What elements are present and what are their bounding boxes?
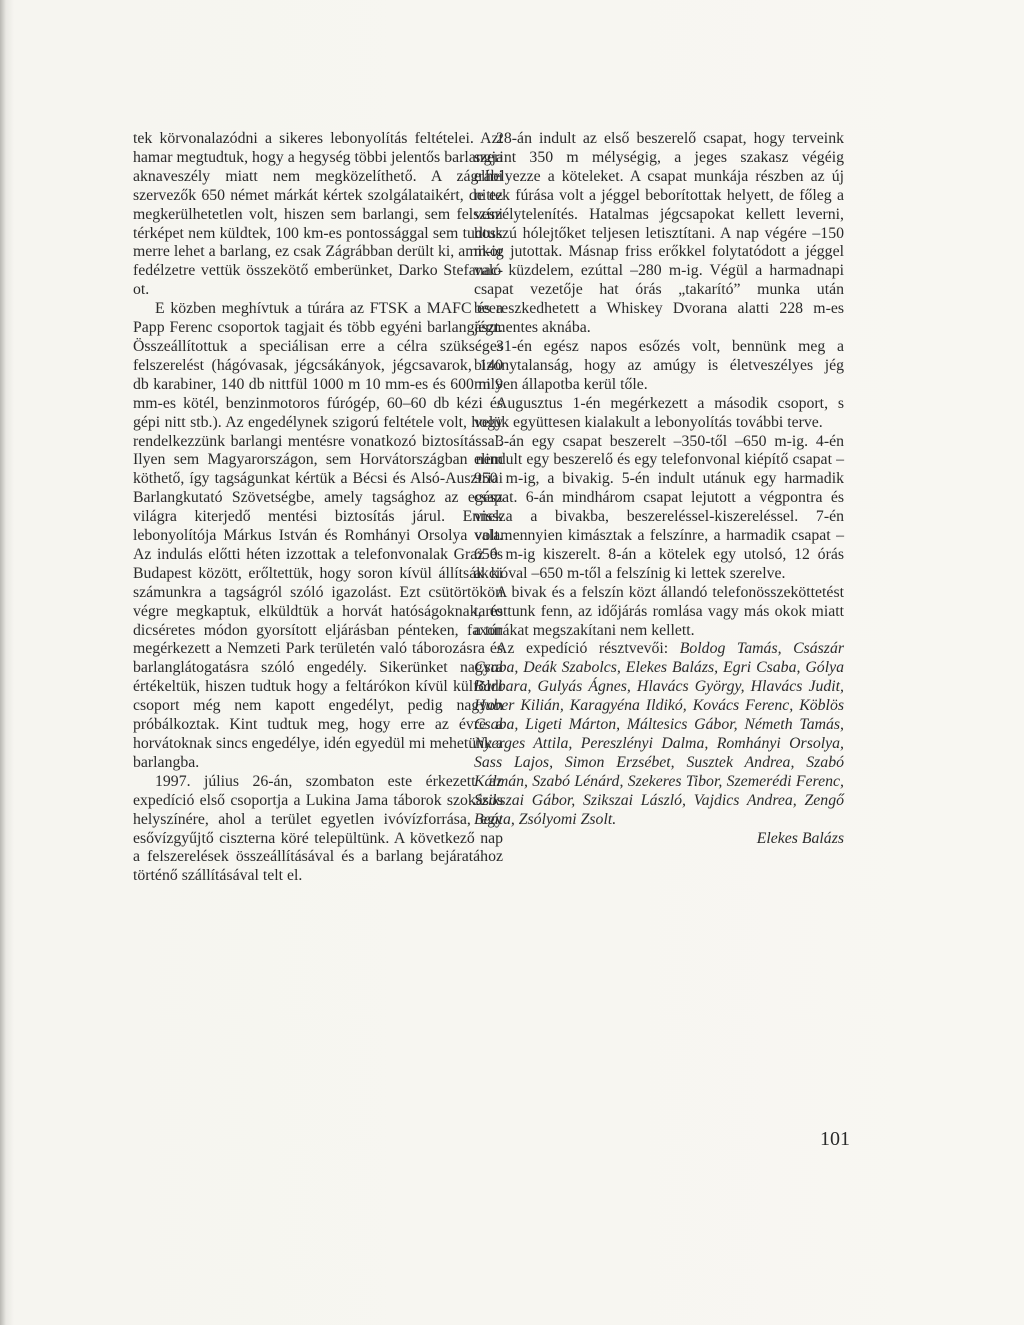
participants-paragraph: [474, 640, 844, 829]
author-signature: Elekes Balázs: [756, 829, 844, 847]
left-text-column: [133, 130, 503, 886]
paragraph: A bivak és a felszín közt állandó telefonösszeköttetést tartottunk fenn, az időjárás romlása vagy más okok miatt a túrákat megszakítani nem kellett.: [474, 583, 844, 639]
paragraph: 31-én egész napos esőzés volt, bennünk meg a bizonytalanság, hogy az amúgy is életveszélyes jég milyen állapotba kerül tőle.: [474, 337, 844, 393]
right-text-column: [474, 130, 844, 848]
paragraph: tek körvonalazódni a sikeres lebonyolítás feltételei. Azt hamar megtudtuk, hogy a hegység többi jelentős barlangja aknaveszély miatt nem megközelíthető. A zágrábi szervezők 650 német márkát kértek szolgálataikért, de ez megkerülhetetlen volt, hiszen sem barlangi, sem felszíni térképet nem küldtek, 100 km-es pontossággal sem tudtuk merre lehet a barlang, ez csak Zágrábban derült ki, amikor fedélzetre vettük összekötő emberünket, Darko Stefanac-ot.: [133, 130, 503, 299]
paragraph: 3-án egy csapat beszerelt –350-től –650 m-ig. 4-én elindult egy beszerelő és egy telefonvonal kiépítő csapat –950 m-ig, a bivakig. 5-én indult utánuk egy harmadik csapat. 6-án mindhárom csapat lejutott a végpontra és vissza a bivakba, beszereléssel-kiszereléssel. 7-én valamennyien kimásztak a felszínre, a harmadik csapat –650 m-ig kiszerelt. 8-án a kötelek egy utolsó, 12 órás akcióval –650 m-től a felszínig ki lettek szerelve.: [474, 432, 844, 582]
page-number: 101: [820, 1128, 850, 1150]
paragraph: E közben meghívtuk a túrára az FTSK a MAFC és a Papp Ferenc csoportok tagjait és több egyéni barlangászt. Összeállítottuk a speciálisan erre a célra szükséges felszerelést (hágóvasak, jégcsákányok, jégcsavarok, 140 db karabiner, 140 db nittfül 1000 m 10 mm-es és 600 m 9 mm-es kötél, benzinmotoros fúrógép, 60–60 db kézi és gépi nitt stb.). Az engedélynek szigorú feltétele volt, hogy rendelkezzünk barlangi mentésre vonatkozó biztosítással. Ilyen sem Magyarországon, sem Horvátországban nem köthető, így tagságunkat kértük a Bécsi és Alsó-Ausztriai Barlangkutató Szövetségbe, amely tagsághoz az egész világra kiterjedő mentési biztosítás járul. Ennek lebonyolítója Márkus István és Romhányi Orsolya volt. Az indulás előtti héten izzottak a telefonvonalak Graz és Budapest között, erőltettük, hogy soron kívül állítsák ki számunkra a tagságról szóló igazolást. Ezt csütörtökön végre megkaptuk, elküldtük a horvát hatóságoknak, és dicséretes módon gyorsított eljárásban pénteken, faxon megérkezett a Nemzeti Park területén való táborozásra és barlanglátogatásra szóló engedély. Sikerünket nagyra értékeltük, hiszen tudtuk hogy a feltárókon kívül külföldi csoport még nem kapott engedélyt, pedig nagyon próbálkoztak. Kint tudtuk meg, hogy erre az évre a horvátoknak sincs engedélye, idén egyedül mi mehetünk a barlangba.: [133, 300, 503, 771]
paragraph: 28-án indult az első beszerelő csapat, hogy terveink szerint 350 m mélységig, a jeges szakasz végéig elhelyezze a köteleket. A csapat munkája részben az új nittek fúrása volt a jéggel beborítottak helyett, de főleg a veszélytelenítés. Hatalmas jégcsapokat kellett leverni, hosszú hólejtőket teljesen letisztítani. A nap végére –150 m-ig jutottak. Másnap friss erőkkel folytatódott a jéggel való küzdelem, ezúttal –280 m-ig. Végül a harmadnapi csapat vezetője hat órás „takarító” munka után beereszkedhetett a Whiskey Dvorana alatti 228 m-es jégmentes aknába.: [474, 130, 844, 337]
participants-names: Boldog Tamás, Császár Csaba, Deák Szabolcs, Elekes Balázs, Egri Csaba, Gólya Barbara, Gulyás Ágnes, Hlavács György, Hlavács Judit, Huber Kilián, Karagyéna Ildikó, Kovács Ferenc, Köblös Csaba, Ligeti Márton, Máltesics Gábor, Németh Tamás, Nyerges Attila, Pereszlényi Dalma, Romhányi Orsolya, Sass Lajos, Simon Erzsébet, Susztek Andrea, Szabó Kálmán, Szabó Lénárd, Szekeres Tibor, Szemerédi Ferenc, Szikszai Gábor, Szikszai László, Vajdics Andrea, Zengő Beáta, Zsólyomi Zsolt.: [474, 640, 844, 828]
participants-label: Az expedíció résztvevői:: [496, 640, 680, 658]
paragraph: Augusztus 1-én megérkezett a második csoport, s velük együttesen kialakult a lebonyolítás további terve.: [474, 394, 844, 431]
paragraph: 1997. július 26-án, szombaton este érkezett az expedíció első csoportja a Lukina Jama táborok szokásos helyszínére, ahol a terület egyetlen ivóvízforrása, egy esővízgyűjtő ciszterna köré települtünk. A következő nap a felszerelések összeállításával és a barlang bejáratához történő szállításával telt el.: [133, 772, 503, 885]
